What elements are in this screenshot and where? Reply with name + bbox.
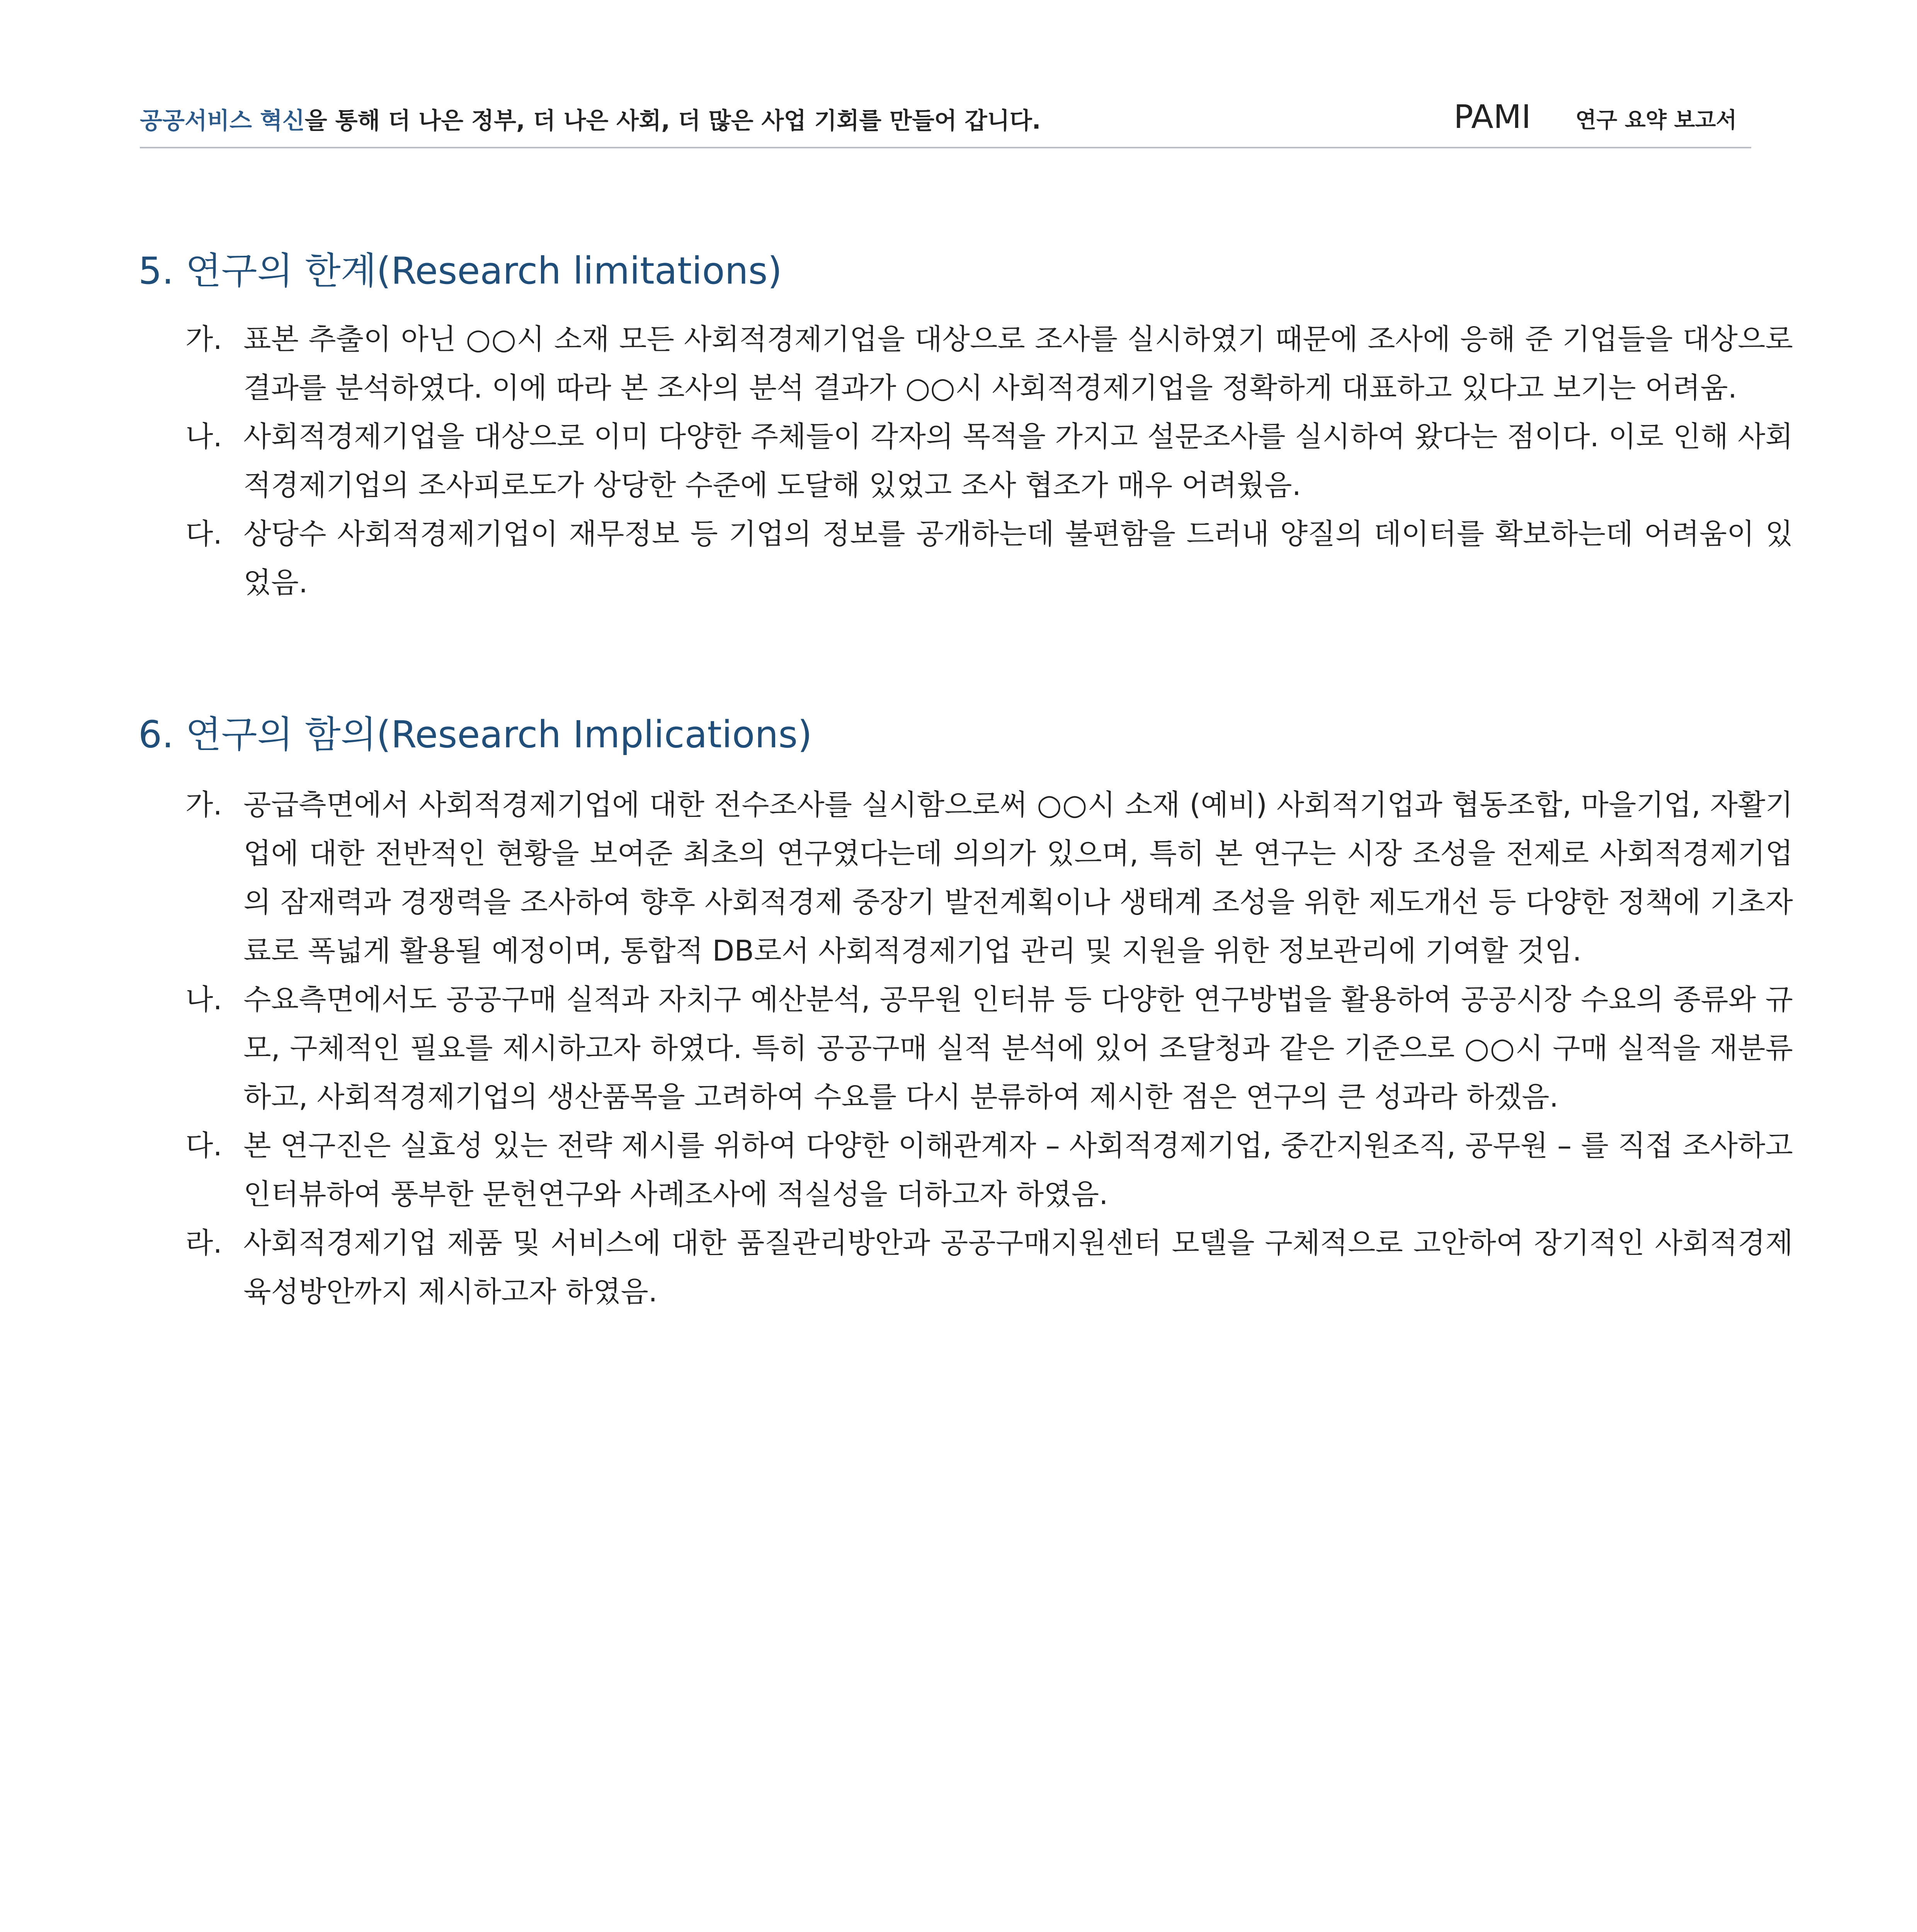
item-marker: 가. (185, 788, 223, 821)
list-item (185, 510, 1793, 607)
item-marker: 나. (185, 420, 223, 453)
section-title-limitations: 5. 연구의 한계(Research limitations) (138, 249, 782, 293)
header-divider (140, 147, 1751, 148)
list-item (185, 781, 1793, 975)
item-text: 본 연구진은 실효성 있는 전략 제시를 위하여 다양한 이해관계자 – 사회적경제기업, 중간지원조직, 공무원 – 를 직접 조사하고 인터뷰하여 풍부한 문헌연구와 사례조사에 적실성을 더하고자 하였음. (243, 1129, 1793, 1211)
slogan-accent: 공공서비스 혁신 (140, 107, 305, 134)
item-marker: 다. (185, 517, 223, 551)
item-text: 표본 추출이 아닌 ○○시 소재 모든 사회적경제기업을 대상으로 조사를 실시하였기 때문에 조사에 응해 준 기업들을 대상으로 결과를 분석하였다. 이에 따라 본 조사의 분석 결과가 ○○시 사회적경제기업을 정확하게 대표하고 있다고 보기는 어려움. (243, 323, 1793, 405)
list-item (185, 315, 1793, 412)
item-marker: 가. (185, 323, 223, 356)
item-text: 공급측면에서 사회적경제기업에 대한 전수조사를 실시함으로써 ○○시 소재 (예비) 사회적기업과 협동조합, 마을기업, 자활기업에 대한 전반적인 현황을 보여준 최초의 연구였다는데 의의가 있으며, 특히 본 연구는 시장 조성을 전제로 사회적경제기업의 잠재력과 경쟁력을 조사하여 향후 사회적경제 중장기 발전계획이나 생태계 조성을 위한 제도개선 등 다양한 정책에 기초자료로 폭넓게 활용될 예정이며, 통합적 DB로서 사회적경제기업 관리 및 지원을 위한 정보관리에 기여할 것임. (243, 788, 1793, 968)
brand-name: PAMI (1454, 98, 1531, 136)
item-marker: 나. (185, 983, 223, 1016)
implications-list (185, 781, 1793, 1316)
slogan-rest: 을 통해 더 나은 정부, 더 나은 사회, 더 많은 사업 기회를 만들어 갑니다. (304, 107, 1041, 134)
item-marker: 다. (185, 1129, 223, 1162)
header-slogan (140, 102, 1041, 136)
document-type: 연구 요약 보고서 (1575, 108, 1737, 133)
list-item (185, 412, 1793, 510)
item-text: 수요측면에서도 공공구매 실적과 자치구 예산분석, 공무원 인터뷰 등 다양한 연구방법을 활용하여 공공시장 수요의 종류와 규모, 구체적인 필요를 제시하고자 하였다. 특히 공공구매 실적 분석에 있어 조달청과 같은 기준으로 ○○시 구매 실적을 재분류하고, 사회적경제기업의 생산품목을 고려하여 수요를 다시 분류하여 제시한 점은 연구의 큰 성과라 하겠음. (243, 983, 1793, 1114)
item-text: 사회적경제기업을 대상으로 이미 다양한 주체들이 각자의 목적을 가지고 설문조사를 실시하여 왔다는 점이다. 이로 인해 사회적경제기업의 조사피로도가 상당한 수준에 도달해 있었고 조사 협조가 매우 어려웠음. (243, 420, 1793, 502)
section-title-implications: 6. 연구의 함의(Research Implications) (138, 713, 812, 756)
limitations-list (185, 315, 1793, 607)
item-marker: 라. (185, 1226, 223, 1260)
page-header (140, 95, 1751, 141)
list-item (185, 1219, 1793, 1316)
list-item (185, 1121, 1793, 1219)
item-text: 사회적경제기업 제품 및 서비스에 대한 품질관리방안과 공공구매지원센터 모델을 구체적으로 고안하여 장기적인 사회적경제 육성방안까지 제시하고자 하였음. (243, 1226, 1793, 1308)
list-item (185, 975, 1793, 1121)
item-text: 상당수 사회적경제기업이 재무정보 등 기업의 정보를 공개하는데 불편함을 드러내 양질의 데이터를 확보하는데 어려움이 있었음. (243, 517, 1793, 599)
